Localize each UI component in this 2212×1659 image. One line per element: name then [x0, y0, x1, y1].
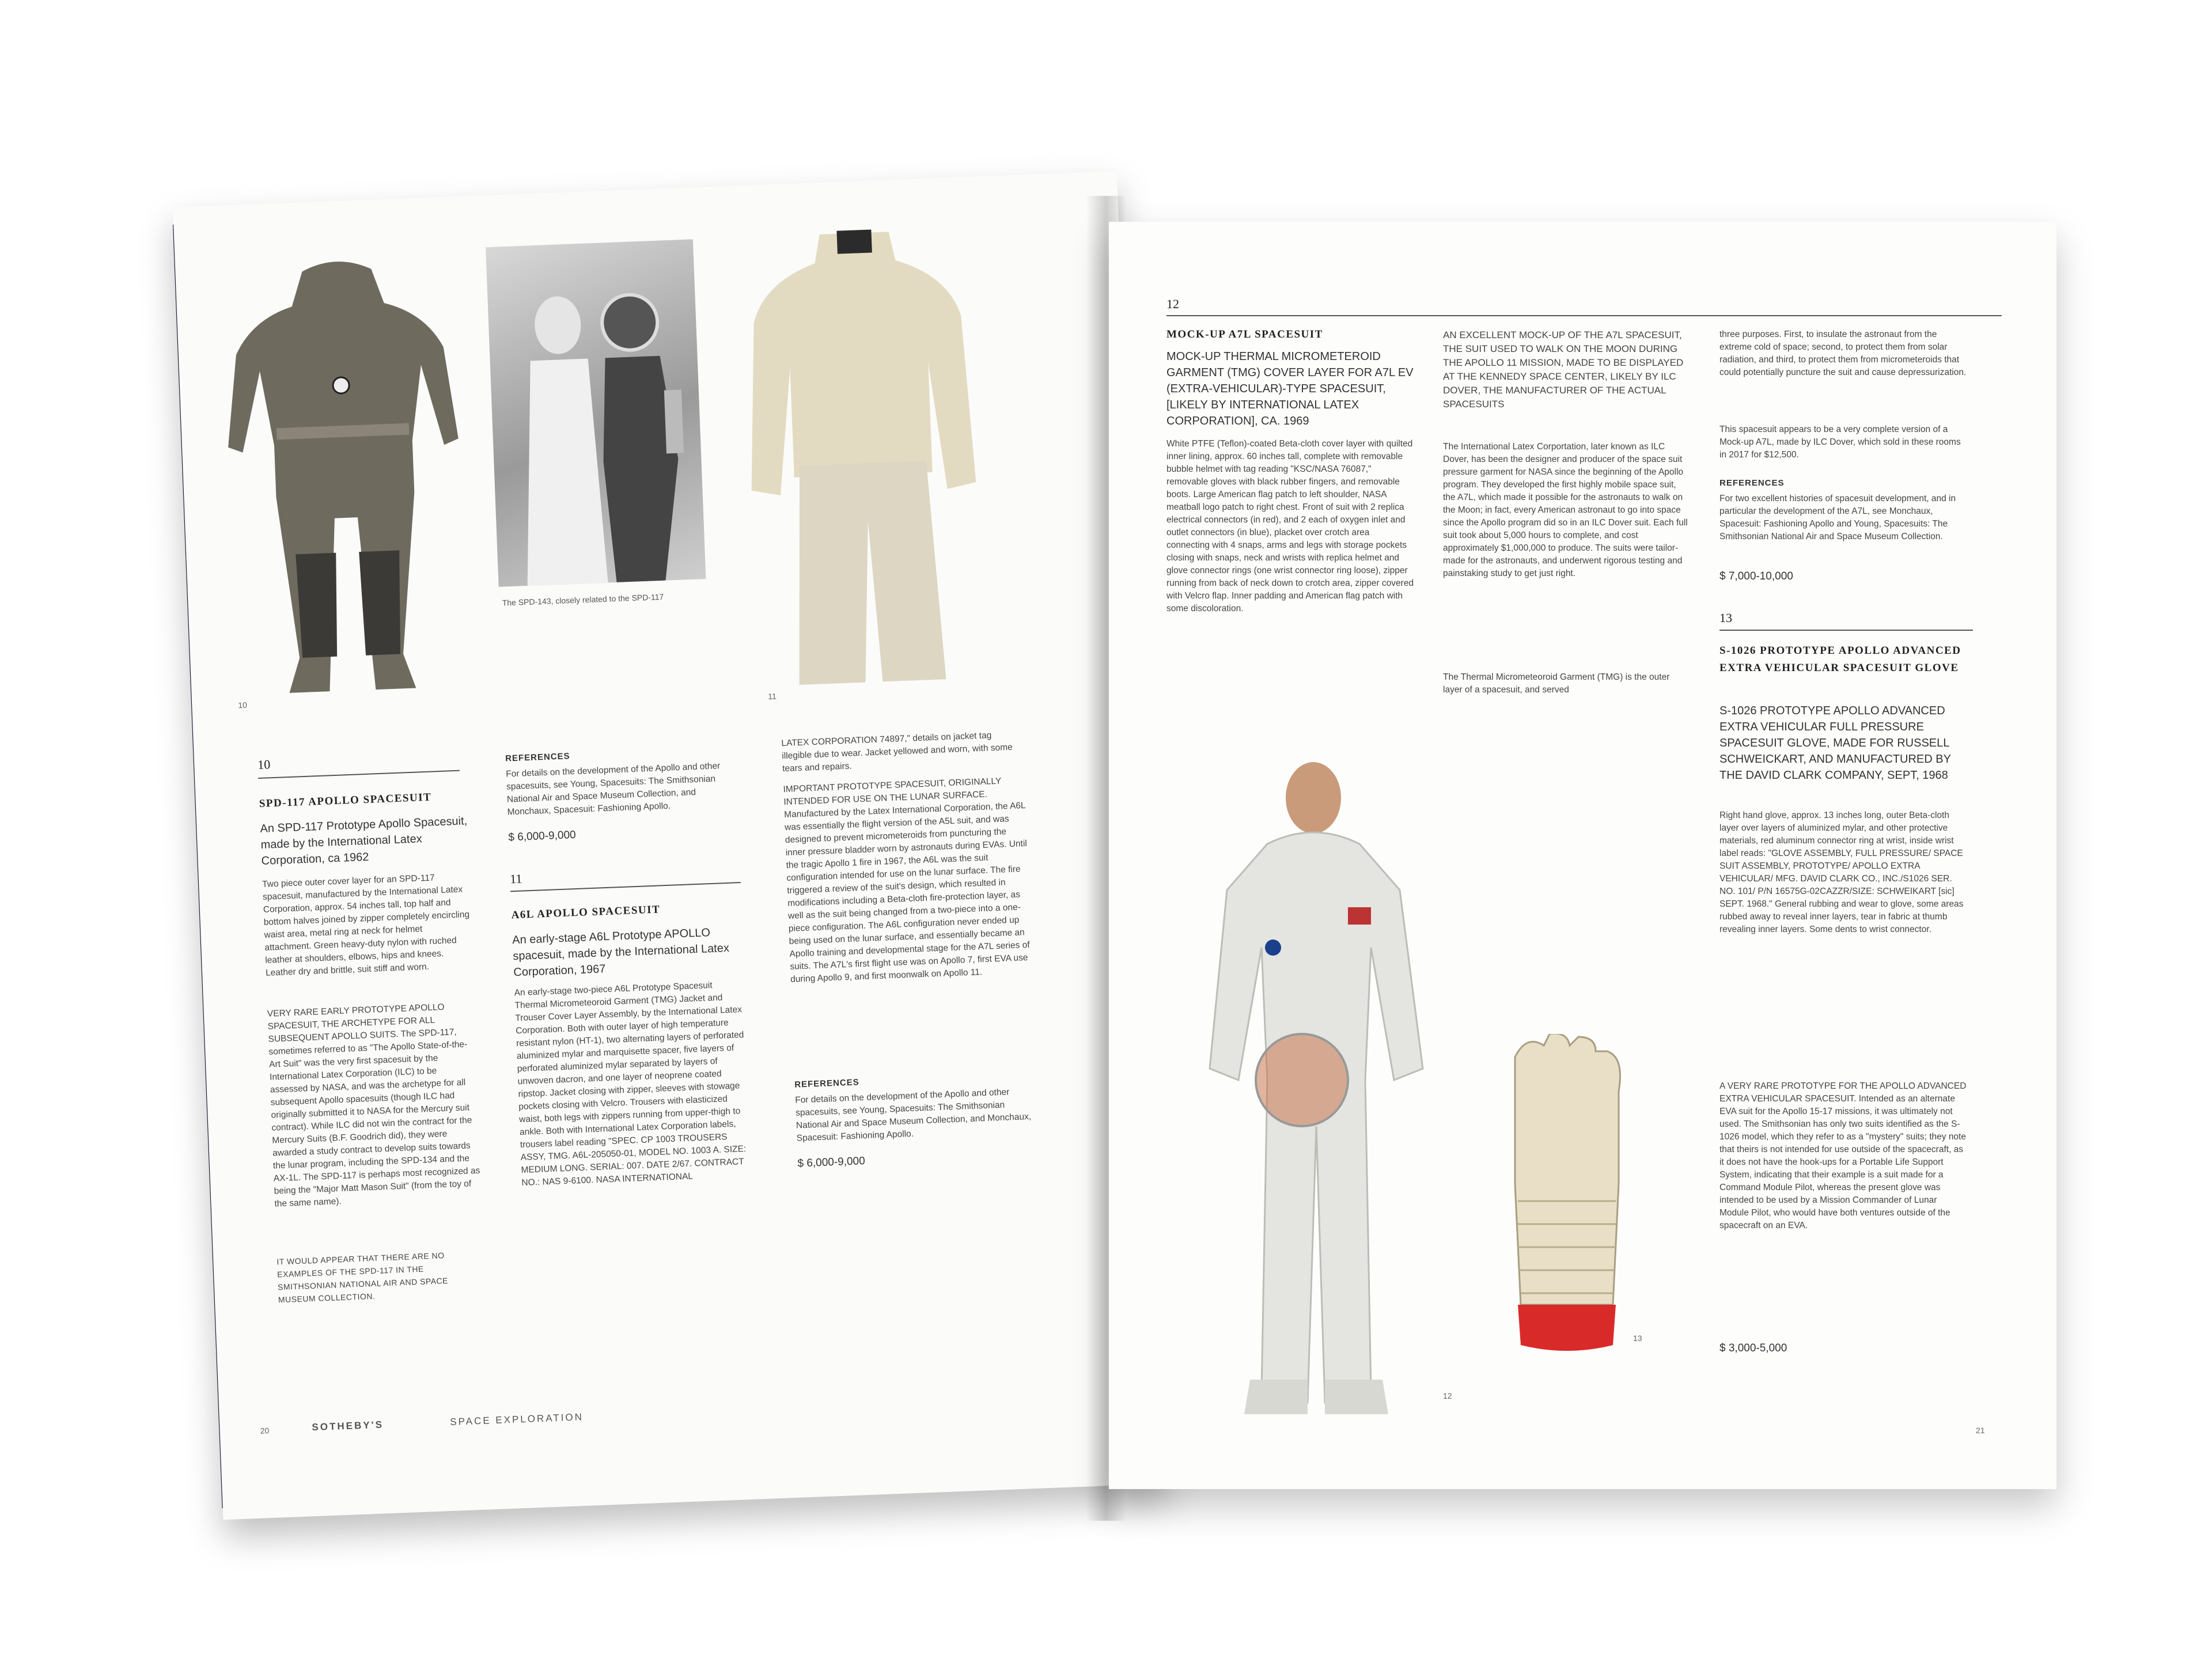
lot-11-description: An early-stage two-piece A6L Prototype Spacesuit Thermal Micrometeoroid Garment (TMG) Jacket and Trouser Cover Layer Assembly, by the International Latex Corporation. Both with outer layer of high temperature resistant nylon (HT-1), two alternating layers of perforated aluminized mylar and marquisette spacer, five layers of perforated aluminized mylar separated by layers of unwoven dacron, and one layer of neoprene coated ripstop. Jacket closing with zipper, sleeves with stowage pockets closing with Velcro. Trousers with elasticized waist, both legs with zippers running from upper-thigh to ankle. Both with International Latex Corporation labels, trousers label reading "SPEC. CP 1003 TROUSERS ASSY, TMG. A6L-205050-01, MODEL NO. 1003 A. SIZE: MEDIUM LONG. SERIAL: 007. DATE 2/67. CONTRACT NO.: NAS 9-6100. NASA INTERNATIONAL — [514, 980, 747, 1188]
lot-11-references: For details on the development of the Apollo and other spacesuits, see Young, Spacesuits: The Smithsonian National Air and Space Museum Collection, and Monchaux, Spacesuit: Fashioning Apollo. — [794, 1087, 1032, 1143]
lot-10-estimate: $ 6,000-9,000 — [508, 828, 577, 844]
lot-12-essay-head: AN EXCELLENT MOCK-UP OF THE A7L SPACESUIT, THE SUIT USED TO WALK ON THE MOON DURING THE APOLLO 11 MISSION, MADE TO BE DISPLAYED AT THE KENNEDY SPACE CENTER, LIKELY BY ILC DOVER, THE MANUFACTURER OF THE ACTUAL SPACESUITS — [1443, 329, 1684, 410]
lot-12-rule — [1166, 315, 2002, 316]
lot-12-estimate: $ 7,000-10,000 — [1719, 570, 1793, 582]
right-page-number: 21 — [1976, 1426, 1985, 1435]
lot-11-references-label: REFERENCES — [794, 1077, 860, 1090]
lot-12-references: For two excellent histories of spacesuit development, and in particular the development of the A7L, see Monchaux, Spacesuit: Fashioning Apollo and Young, Spacesuits: The Smithsonian National Air and Space Museum Collection. — [1719, 494, 1956, 541]
lot-12-essay-sale: This spacesuit appears to be a very complete version of a Mock-up A7L, made by ILC Dover, which sold in these rooms in 2017 for $12,500. — [1719, 425, 1961, 460]
lot-10-description: Two piece outer cover layer for an SPD-117 spacesuit, manufactured by the International Latex Corporation, approx. 54 inches tall, top half and bottom halves joined by zipper completely encircling waist area, metal ring at neck for helmet attachment. Green heavy-duty nylon with ruched leather at shoulders, elbows, hips and knees. Leather dry and brittle, suit stiff and worn. — [262, 873, 470, 978]
lot-13-estimate: $ 3,000-5,000 — [1719, 1342, 1787, 1354]
lot-12-essay-tmg: The Thermal Micrometeoroid Garment (TMG) is the outer layer of a spacesuit, and served — [1443, 672, 1670, 695]
left-page — [173, 171, 1167, 1520]
lot-13-essay: A VERY RARE PROTOTYPE FOR THE APOLLO ADVANCED EXTRA VEHICULAR SPACESUIT. Intended as an alternate EVA suit for the Apollo 15-17 missions, it was ultimately not used. The Smithsonian has only two suits identified as the S-1026 model, which they refer to as a "mystery" suits; they note that theirs is not intended for use outside of the spacecraft, as it does not have the hook-ups for a Portable Life Support System, indicating that their example is a suit made for a Command Module Pilot, whereas the present glove was intended to be used by a Mission Commander of Lunar Module Pilot, who would have both ventures outside of the spacecraft on an EVA. — [1719, 1081, 1967, 1230]
footer-brand: SOTHEBY'S — [312, 1419, 384, 1433]
lot-12-subtitle: MOCK-UP THERMAL MICROMETEROID GARMENT (TMG) COVER LAYER FOR A7L EV (EXTRA-VEHICULAR)-TYPE SPACESUIT, [LIKELY BY INTERNATIONAL LATEX CORPORATION], CA. 1969 — [1166, 350, 1414, 427]
footer-section: SPACE EXPLORATION — [449, 1411, 584, 1428]
lot-11-description-continued: LATEX CORPORATION 74897," details on jacket tag illegible due to wear. Jacket yellowed and worn, with some tears and repairs. — [781, 730, 1013, 774]
photo-label-12: 12 — [1443, 1391, 1452, 1400]
lot-12-description: White PTFE (Teflon)-coated Beta-cloth cover layer with quilted inner lining, approx. 60 inches tall, complete with removable bubble helmet with tag reading "KSC/NASA 76087," removable gloves with black rubber fingers, and removable boots. Large American flag patch to left shoulder, NASA meatball logo patch to right chest. Front of suit with 2 replica electrical connectors (in red), and 2 each of oxygen inlet and outlet connectors (in blue), placket over crotch area connecting with 4 snaps, arms and legs with storage pockets closing with snaps, neck and wrists with replica helmet and glove connector rings (one wrist connector ring loose), zipper running from back of neck down to crotch area, zipper covered with Velcro flap. Inner padding and American flag patch with some discoloration. — [1166, 439, 1414, 613]
lot-10-number: 10 — [257, 757, 271, 772]
a7l-spacesuit-image — [1181, 757, 1446, 1431]
lot-10-essay: VERY RARE EARLY PROTOTYPE APOLLO SPACESUIT, THE ARCHETYPE FOR ALL SUBSEQUENT APOLLO SUITS. The SPD-117, sometimes referred to as "The Apollo State-of-the-Art Suit" was the very first spacesuit by the International Latex Corporation (ILC) to be assessed by NASA, and was the archetype for all subsequent Apollo spacesuits (though ILC had originally submitted it to NASA for the Mercury suit contract). While ILC did not win the contract for the Mercury Suits (B.F. Goodrich did), they were awarded a study contract to develop suits towards the lunar program, including the SPD-134 and the AX-1L. The SPD-117 is perhaps most recognized as being the "Major Matt Mason Suit" (from the toy of the same name). — [267, 1002, 480, 1209]
lot-12-number: 12 — [1166, 297, 1179, 311]
lot-13-subtitle: S-1026 PROTOTYPE APOLLO ADVANCED EXTRA VEHICULAR FULL PRESSURE SPACESUIT GLOVE, MADE FOR RUSSELL SCHWEICKART, AND MANUFACTURED BY THE DAVID CLARK COMPANY, SEPT, 1968 — [1719, 704, 1951, 782]
lot-10-note: IT WOULD APPEAR THAT THERE ARE NO EXAMPLES OF THE SPD-117 IN THE SMITHSONIAN NATIONAL AIR AND SPACE MUSEUM COLLECTION. — [276, 1251, 449, 1305]
lot-12-references-label: REFERENCES — [1719, 478, 1785, 488]
lot-13-number: 13 — [1719, 611, 1732, 625]
lot-10-title: SPD-117 APOLLO SPACESUIT — [259, 791, 432, 810]
lot-11-estimate: $ 6,000-9,000 — [797, 1155, 866, 1170]
lot-10-references-label: REFERENCES — [505, 751, 570, 764]
a6l-suit-image — [738, 217, 987, 698]
s1026-glove-image — [1503, 1034, 1630, 1357]
right-page — [1109, 222, 2056, 1489]
lot-12-essay-purposes: three purposes. First, to insulate the astronaut from the extreme cold of space; second, to protect them from solar radiation, and third, to protect them from micrometeroids that could potentially puncture the suit and cause depressurization. — [1719, 329, 1967, 377]
lot-13-title: S-1026 PROTOTYPE APOLLO ADVANCED EXTRA VEHICULAR SPACESUIT GLOVE — [1719, 645, 1961, 674]
photo-label-11: 11 — [768, 691, 777, 701]
lot-13-description: Right hand glove, approx. 13 inches long, outer Beta-cloth layer over layers of aluminized mylar, and other protective materials, red aluminum connector ring at wrist, inside wrist label reads: "GLOVE ASSEMBLY, FULL PRESSURE/ SPACE SUIT ASSEMBLY, PROTOTYPE/ APOLLO EXTRA VEHICULAR/ MFG. DAVID CLARK CO., INC./S1026 SER. NO. 101/ P/N 16575G-02CAZZR/SIZE: SCHWEIKART [sic] SEPT. 1968." General rubbing and wear to glove, some areas rubbed away to reveal inner layers, tear in fabric at thumb revealing inner layers. Some dents to wrist connector. — [1719, 810, 1964, 934]
lot-11-subtitle: An early-stage A6L Prototype APOLLO spacesuit, made by the International Latex Corporation, 1967 — [512, 926, 730, 979]
photo-caption: The SPD-143, closely related to the SPD-117 — [502, 592, 664, 608]
lot-11-essay: IMPORTANT PROTOTYPE SPACESUIT, ORIGINALLY INTENDED FOR USE ON THE LUNAR SURFACE. Manufactured by the Latex International Corporation, the A6L was essentially the flight version of the A5L suit, and was designed to prevent micrometeroids from puncturing the inner pressure bladder worn by astronauts during EVAs. Until the tragic Apollo 1 fire in 1967, the A6L was the suit configuration intended for use on the lunar surface. The fire triggered a review of the suit's design, which resulted in modifications including a Beta-cloth fire-protection layer, as well as the suit being changed from a two-piece into a one-piece configuration. The A6L configuration never ended up being used on the lunar surface, and essentially became an Apollo training and developmental stage for the A7L series of suits. The A7L's first flight use was on Apollo 7, first EVA use during Apollo 9, and first moonwalk on Apollo 11. — [783, 776, 1030, 984]
lot-10-references: For details on the development of the Apollo and other spacesuits, see Young, Spacesuits: The Smithsonian National Air and Space Museum Collection, and Monchaux, Spacesuit: Fashioning Apollo. — [505, 761, 721, 817]
lot-12-essay: The International Latex Corportation, later known as ILC Dover, has been the designer and producer of the space suit pressure garment for NASA since the beginning of the Apollo program. They developed the first highly mobile space suit, the A7L, which made it possible for the astronauts to walk on the Moon; in fact, every American astronaut to go into space since the Apollo program did so in an ILC Dover suit. Each full suit took about 5,000 hours to complete, and cost approximately $1,000,000 to produce. The suits were tailor-made for the astronauts, and underwent rigorous testing and painstaking study to get just right. — [1443, 442, 1688, 578]
photo-label-10: 10 — [237, 700, 248, 710]
lot-11-rule — [510, 882, 741, 892]
lot-11-number: 11 — [509, 871, 522, 887]
lot-13-rule — [1719, 630, 1973, 631]
lot-10-subtitle: An SPD-117 Prototype Apollo Spacesuit, made by the International Latex Corporation, ca 1962 — [260, 815, 468, 868]
spd117-suit-image — [215, 248, 474, 718]
left-page-number: 20 — [260, 1426, 270, 1435]
lot-12-title: MOCK-UP A7L SPACESUIT — [1166, 328, 1323, 340]
lot-10-rule — [258, 770, 460, 779]
spd143-photo — [486, 239, 706, 586]
photo-label-13: 13 — [1633, 1334, 1642, 1343]
lot-11-title: A6L APOLLO SPACESUIT — [511, 903, 661, 922]
